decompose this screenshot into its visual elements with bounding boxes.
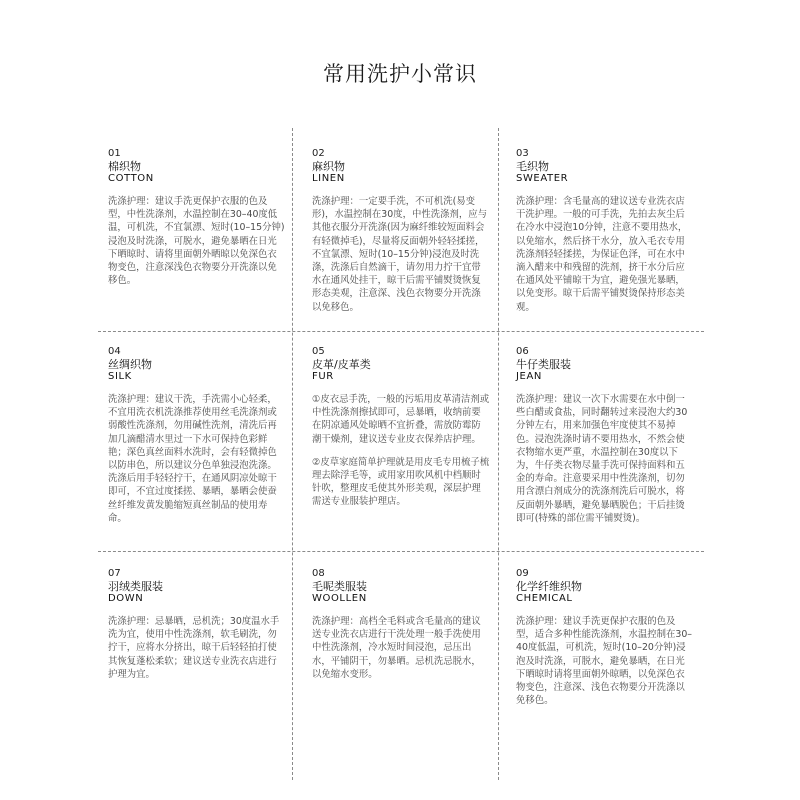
care-card-sweater [516, 148, 694, 314]
care-card-silk [108, 346, 286, 525]
card-name: 毛呢类服装 [312, 580, 367, 593]
card-number: 06 [516, 346, 529, 357]
card-description: 洗涤护理：含毛量高的建议送专业洗衣店干洗护理。一般的可手洗，先拍去灰尘后在冷水中浸泡10分钟，注意不要用热水，以免缩水，然后挤干水分，放入毛衣专用洗涤剂轻轻揉搓，为保证色泽，可在水中滴入醋来中和残留的洗剂，挤干水分后应在通风处平铺晾干为宜，避免强光暴晒，以免变形。晾干后需平铺熨烫保持形态美观。 [516, 196, 688, 313]
card-number: 04 [108, 346, 121, 357]
card-name: 棉织物 [108, 160, 141, 173]
card-number: 02 [312, 148, 325, 159]
card-name: 羽绒类服装 [108, 580, 163, 593]
card-description: ②皮草家庭简单护理就是用皮毛专用梳子梳理去除浮毛等，或用家用吹风机中档顺时针吹，整理皮毛使其外形美观，深层护理需送专业服装护理店。 [312, 456, 490, 508]
card-english-name: LINEN [312, 173, 345, 184]
row-divider [98, 331, 704, 332]
care-card-fur [312, 346, 490, 509]
column-divider [498, 128, 499, 780]
card-description: 洗涤护理：建议干洗，手洗需小心轻柔，不宜用洗衣机洗涤推荐使用丝毛洗涤剂或弱酸性洗涤剂，勿用碱性洗剂，清洗后再加几滴醋清水里过一下水可保持色彩鲜艳；深色真丝面料水洗时，会有轻微掉色以防串色，所以建议分色单独浸泡洗涤。洗涤后用手轻轻拧干，在通风阴凉处晾干即可，不宜过度揉搓、暴晒，暴晒会使蚕丝纤维发黄发脆缩短真丝制品的使用寿命。 [108, 394, 277, 524]
card-description: 洗涤护理：建议手洗更保护衣服的色及型，适合多种性能洗涤剂，水温控制在30–40度低温，可机洗，短时(10–20分钟)浸泡及时洗涤，可脱水，避免暴晒，在日光下晒晾时请将里面朝外晾晒，以免深色衣物变色，注意深、浅色衣物要分开洗涤以免移色。 [516, 616, 692, 707]
card-description: 洗涤护理：忌暴晒，忌机洗；30度温水手洗为宜，使用中性洗涤剂，软毛刷洗，勿拧干，应将水分挤出，晾干后轻轻拍打使其恢复蓬松柔软；建议送专业洗衣店进行护理为宜。 [108, 616, 280, 680]
page-title: 常用洗护小常识 [323, 62, 477, 86]
card-name: 化学纤维织物 [516, 580, 582, 593]
column-divider [292, 128, 293, 780]
card-number: 07 [108, 568, 121, 579]
care-card-linen [312, 148, 490, 314]
care-card-cotton [108, 148, 286, 287]
card-name: 丝绸织物 [108, 358, 152, 371]
card-description: 洗涤护理：一定要手洗，不可机洗(易变形)，水温控制在30度，中性洗涤剂，应与其他衣服分开洗涤(因为麻纤维较短面料会有轻微掉毛)，尽量将反面朝外轻轻揉搓，不宜氯漂、短时(10–15分钟)浸泡及时洗涤，洗涤后自然滴干，请勿用力拧干宜带水在通风处挂干，晾干后需平铺熨烫恢复形态美观，注意深、浅色衣物要分开洗涤以免移色。 [312, 196, 487, 313]
card-english-name: COTTON [108, 173, 154, 184]
card-english-name: DOWN [108, 593, 144, 604]
card-number: 03 [516, 148, 529, 159]
care-card-jean [516, 346, 694, 525]
card-english-name: WOOLLEN [312, 593, 367, 604]
card-number: 05 [312, 346, 325, 357]
card-name: 麻织物 [312, 160, 345, 173]
card-name: 毛织物 [516, 160, 549, 173]
card-english-name: SWEATER [516, 173, 569, 184]
card-number: 01 [108, 148, 121, 159]
card-english-name: SILK [108, 371, 132, 382]
care-card-down [108, 568, 286, 681]
card-english-name: CHEMICAL [516, 593, 573, 604]
card-english-name: JEAN [516, 371, 542, 382]
card-name: 牛仔类服装 [516, 358, 571, 371]
card-description: ①皮衣忌手洗，一般的污垢用皮革清洁剂或中性洗涤剂擦拭即可，忌暴晒，收纳前要在阴凉通风处晾晒不宜折叠，需放防霉防潮干燥剂，建议送专业皮衣保养店护理。 [312, 394, 490, 445]
care-card-chemical [516, 568, 694, 707]
card-description: 洗涤护理：建议一次下水需要在水中倒一些白醋或食盐，同时翻转过来浸泡大约30分钟左右，用来加强色牢度使其不易掉色。浸泡洗涤时请不要用热水，不然会使衣物缩水更严重，水温控制在30度以下为，牛仔类衣物尽量手洗可保持面料和五金的寿命。注意要采用中性洗涤剂，切勿用含漂白剂成分的洗涤剂洗后可脱水，将反面朝外暴晒，避免暴晒脱色；干后挂烫即可(特殊的部位需平铺熨烫)。 [516, 394, 688, 524]
card-number: 08 [312, 568, 325, 579]
card-description: 洗涤护理：建议手洗更保护衣服的色及型，中性洗涤剂，水温控制在30–40度低温，可机洗，不宜氯漂、短时(10–15分钟)浸泡及时洗涤，可脱水，避免暴晒在日光下晒晾时、请将里面朝外晒晾以免深色衣物变色，注意深浅色衣物要分开洗涤以免移色。 [108, 196, 285, 287]
row-divider [98, 551, 704, 552]
care-card-woollen [312, 568, 490, 681]
card-name: 皮革/皮革类 [312, 358, 371, 371]
card-english-name: FUR [312, 371, 334, 382]
card-description: 洗涤护理：高档全毛料或含毛量高的建议送专业洗衣店进行干洗处理一般手洗使用中性洗涤剂，冷水短时间浸泡，忌压出水，平铺阴干，勿暴晒。忌机洗忌脱水，以免缩水变形。 [312, 616, 481, 680]
card-number: 09 [516, 568, 529, 579]
